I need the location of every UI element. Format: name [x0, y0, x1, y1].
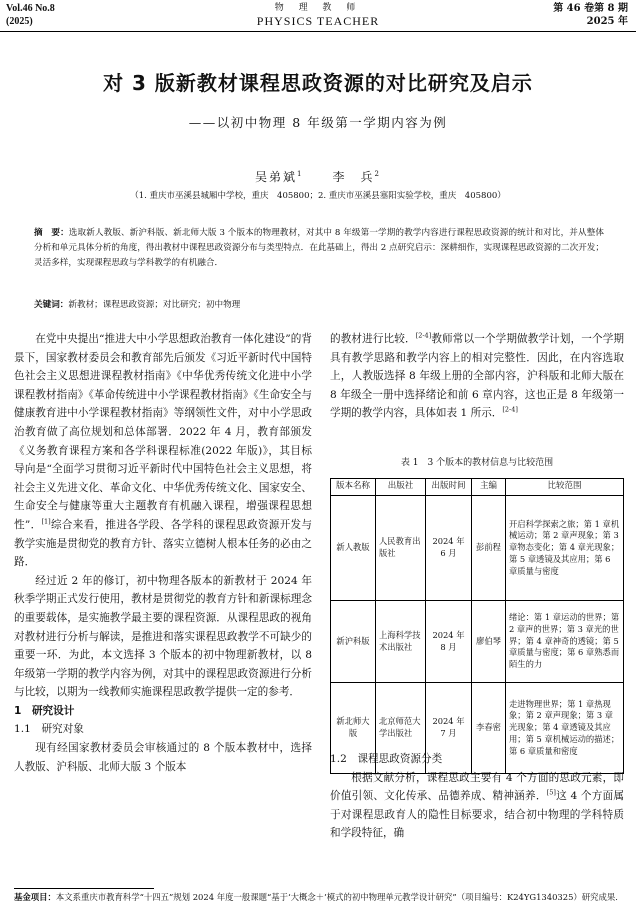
body-paragraph [330, 330, 624, 423]
table-cell-date: 2024 年 6 月 [426, 496, 472, 601]
author-affiliation: （1. 重庆市巫溪县城厢中学校，重庆 405800；2. 重庆市巫溪县塞阳实验学校，重庆 405800） [130, 191, 506, 201]
author-name: 吴弟斌 [254, 170, 297, 184]
table-cell-publisher: 北京师范大学出版社 [376, 683, 426, 774]
funding-footnote [14, 891, 626, 905]
author-list [0, 166, 636, 185]
body-paragraph: 现有经国家教材委员会审核通过的 8 个版本教材中，选择人教版、沪科版、北师大版 3 个版本 [14, 742, 312, 773]
table-header-row [331, 479, 624, 496]
abstract-text: 选取新人教版、新沪科版、新北师大版 3 个版本的物理教材，对其中 8 年级第一学期的教学内容进行课程思政资源的统计和对比，并从整体分析和单元具体分析的角度，得出教材中课程思政资源分布与类型特点．在此基础上，得出 2 点研究启示：深耕细作，实现课程思政资源的二次开发；灵活多样，实现课程思政与学科教学的有机融合． [34, 228, 604, 268]
table-header-cell: 比较范围 [506, 479, 624, 496]
footnote-label: 基金项目： [14, 892, 56, 902]
footnote-text: 本文系重庆市教育科学“十四五”规划 2024 年度一般课题“基于‘大概念＋’模式的初中物理单元教学设计研究”（项目编号：K24YG1340325）研究成果． [55, 892, 624, 902]
table-cell-name: 新北师大版 [331, 683, 376, 774]
footnote-divider [14, 888, 154, 889]
header-divider [0, 31, 636, 32]
table-caption: 表 1 3 个版本的教材信息与比较范围 [400, 458, 554, 468]
table-cell-date: 2024 年 8 月 [426, 601, 472, 683]
table-cell-name: 新沪科版 [331, 601, 376, 683]
paragraph-text: 教师常以一个学期做教学计划，一个学期具有教学思路和教学内容上的相对完整性．因此，在内容选取上，人教版选择 8 年级上册的全部内容，沪科版和北师大版在 8 年级全一册中选择绪论和前 6 章内容，这也正是 8 年级第一学期的教学内容，具体如表 1 所示． [330, 333, 625, 420]
table-cell-scope: 开启科学探索之旅；第 1 章机械运动；第 2 章声现象；第 3 章物态变化；第 4 章光现象；第 5 章透镜及其应用；第 6 章质量与密度 [506, 496, 624, 601]
volume-label: Vol.46 No.8 [6, 3, 55, 14]
issue-year-label: 2025 年 [586, 16, 628, 27]
table-cell-scope: 绪论：第 1 章运动的世界；第 2 章声的世界；第 3 章光的世界；第 4 章神奇的透镜；第 5 章质量与密度；第 6 章熟悉而陌生的力 [506, 601, 624, 683]
table-cell-editor: 廖伯琴 [472, 601, 506, 683]
table-cell-scope: 走进物理世界；第 1 章热现象；第 2 章声现象；第 3 章光现象；第 4 章透镜及其应用；第 5 章机械运动的描述；第 6 章质量和密度 [506, 683, 624, 774]
table-row [331, 496, 624, 601]
citation-ref: [1] [41, 517, 51, 526]
keywords [34, 298, 604, 312]
body-paragraph [14, 330, 312, 572]
subsection-heading: 1.1 研究对象 [14, 723, 84, 736]
section-heading: 1 研究设计 [14, 704, 75, 717]
left-column [14, 330, 312, 776]
year-label: (2025) [6, 16, 33, 27]
paragraph-text: 这 4 个方面属于对课程思政育人的隐性目标要求，结合初中物理的学科特质和学段特征，确 [330, 790, 624, 840]
author-affil-mark: 2 [374, 170, 382, 178]
journal-name-cn: 物 理 教 师 [274, 3, 362, 13]
paper-subtitle: ——以初中物理 8 年级第一学期内容为例 [188, 115, 448, 130]
subsection-heading: 1.2 课程思政资源分类 [330, 753, 443, 765]
table-header-cell: 出版社 [376, 479, 426, 496]
table-row [331, 601, 624, 683]
author-name: 李 兵 [332, 170, 375, 184]
table-cell-editor: 彭前程 [472, 496, 506, 601]
running-header-journal [0, 2, 636, 28]
paragraph-text: 根据文献分析，课程思政主要有 4 个方面的思政元素，即价值引领、文化传承、品德养成、精神涵养． [330, 771, 624, 803]
body-paragraph: 经过近 2 年的修订，初中物理各版本的新教材于 2024 年秋季学期正式发行使用，教材是贯彻党的教育方针和新课标理念的重要载体，是实施教学最主要的课程资源．从课程思政的视角对教材进行分析与解读，是推进和落实课程思政教学不可缺少的重要一环．为此，本文选择 3 个版本的初中物理新教材，以 8 年级第一学期的教学内容为例，对其中的课程思政资源进行分析与比较，以期为一线教师实施课程思政教学提供一定的参考． [14, 574, 312, 699]
citation-ref: [2-4] [415, 331, 432, 340]
table-header-cell: 出版时间 [426, 479, 472, 496]
running-header-issue [553, 2, 628, 28]
table-header-cell: 版本名称 [331, 479, 376, 496]
keywords-text: 新教材；课程思政资源；对比研究；初中物理 [68, 300, 241, 310]
citation-ref: [2-4] [502, 405, 518, 414]
table-header-cell: 主编 [472, 479, 506, 496]
section-1-2 [330, 750, 624, 843]
keywords-label: 关键词： [34, 300, 69, 310]
paragraph-text: 在党中央提出“推进大中小学思想政治教育一体化建设”的背景下，国家教材委员会和教育部先后颁发《习近平新时代中国特色社会主义思想进课程教材指南》《中华优秀传统文化进中小学课程教材指南》《革命传统进中小学课程教材指南》《生命安全与健康教育进中小学课程教材指南》等纲领性文件，对中小学思政治教育做了高位规划和总体部署．2022 年 4 月，教育部颁发《义务教育课程方案和各学科课程标准(2022 年版)》，其目标导向是“全面学习贯彻习近平新时代中国特色社会主义思想，将社会主义先进文化、革命文化、中华优秀传统文化、国家安全、生命安全与健康等重大主题教育有机融入课程，增强课程思想性”． [14, 333, 312, 531]
comparison-table [330, 478, 624, 774]
table-cell-date: 2024 年 7 月 [426, 683, 472, 774]
issue-label: 第 46 卷第 8 期 [553, 3, 628, 14]
body-paragraph [330, 769, 624, 843]
citation-ref: [5] [546, 788, 556, 797]
table-cell-name: 新人教版 [331, 496, 376, 601]
paper-title: 对 3 版新教材课程思政资源的对比研究及启示 [103, 71, 533, 95]
abstract [34, 226, 604, 271]
journal-name-en: PHYSICS TEACHER [256, 14, 380, 28]
paragraph-text: 综合来看，推进各学段、各学科的课程思政资源开发与教学实施是贯彻党的教育方针、落实立德树人根本任务的必由之路． [14, 518, 312, 569]
table-cell-publisher: 上海科学技术出版社 [376, 601, 426, 683]
abstract-label: 摘 要： [34, 228, 69, 238]
paragraph-text: 的教材进行比较． [330, 333, 416, 345]
table-cell-publisher: 人民教育出版社 [376, 496, 426, 601]
right-column-top [330, 330, 624, 423]
table-cell-editor: 李春密 [472, 683, 506, 774]
author-affil-mark: 1 [296, 170, 304, 178]
